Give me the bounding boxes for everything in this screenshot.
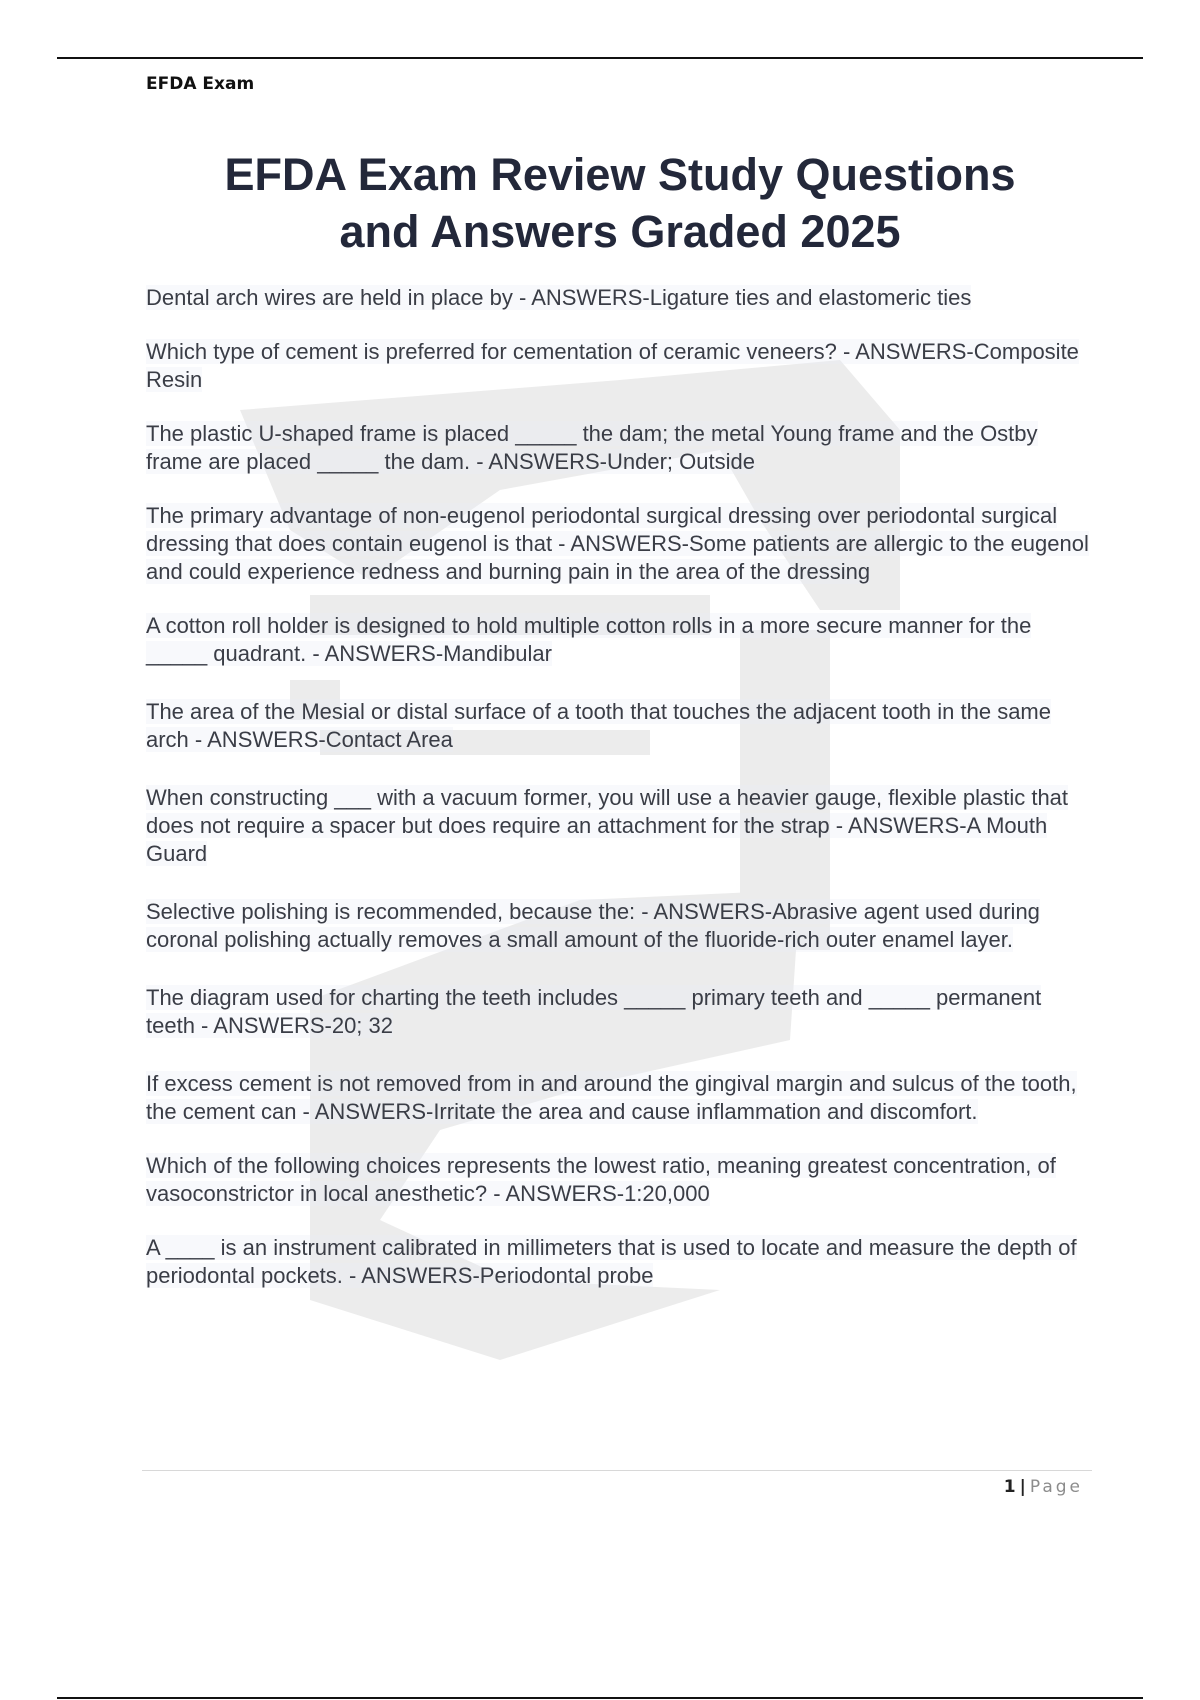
qa-item: The plastic U-shaped frame is placed _____ the dam; the metal Young frame and the Ostby frame are placed _____ the dam. - ANSWERS-Under; Outside <box>146 421 1038 474</box>
title-line-1: EFDA Exam Review Study Questions <box>224 149 1016 200</box>
page-label: Page <box>1029 1477 1083 1497</box>
bottom-rule <box>57 1697 1143 1699</box>
qa-item: The diagram used for charting the teeth includes _____ primary teeth and _____ permanent teeth - ANSWERS-20; 32 <box>146 985 1042 1038</box>
footer-rule <box>142 1470 1092 1471</box>
title-line-2: and Answers Graded 2025 <box>339 206 901 257</box>
page-number-value: 1 <box>1003 1477 1016 1497</box>
qa-item: The primary advantage of non-eugenol periodontal surgical dressing over periodontal surgical dressing that does contain eugenol is that - ANSWERS-Some patients are allergic to the eugenol and could experience redness and burning pain in the area of the dressing <box>146 503 1089 584</box>
qa-item: A cotton roll holder is designed to hold multiple cotton rolls in a more secure manner for the _____ quadrant. - ANSWERS-Mandibular <box>146 613 1032 666</box>
qa-item: The area of the Mesial or distal surface of a tooth that touches the adjacent tooth in the same arch - ANSWERS-Contact Area <box>146 699 1051 752</box>
page-number-separator: | <box>1019 1477 1026 1497</box>
qa-item: Which type of cement is preferred for cementation of ceramic veneers? - ANSWERS-Composite Resin <box>146 339 1079 392</box>
page-number <box>1004 1477 1083 1497</box>
header-rule <box>57 57 1143 59</box>
document-title <box>140 146 1100 260</box>
qa-list <box>146 284 1096 1316</box>
qa-item: Which of the following choices represents the lowest ratio, meaning greatest concentration, of vasoconstrictor in local anesthetic? - ANSWERS-1:20,000 <box>146 1153 1056 1206</box>
qa-item: Dental arch wires are held in place by - ANSWERS-Ligature ties and elastomeric ties <box>146 285 972 310</box>
qa-item: Selective polishing is recommended, because the: - ANSWERS-Abrasive agent used during coronal polishing actually removes a small amount of the fluoride-rich outer enamel layer. <box>146 899 1040 952</box>
qa-item: A ____ is an instrument calibrated in millimeters that is used to locate and measure the depth of periodontal pockets. - ANSWERS-Periodontal probe <box>146 1235 1077 1288</box>
running-header: EFDA Exam <box>146 74 255 94</box>
qa-item: When constructing ___ with a vacuum former, you will use a heavier gauge, flexible plastic that does not require a spacer but does require an attachment for the strap - ANSWERS-A Mouth Guard <box>146 785 1069 866</box>
qa-item: If excess cement is not removed from in and around the gingival margin and sulcus of the tooth, the cement can - ANSWERS-Irritate the area and cause inflammation and discomfort. <box>146 1071 1077 1124</box>
